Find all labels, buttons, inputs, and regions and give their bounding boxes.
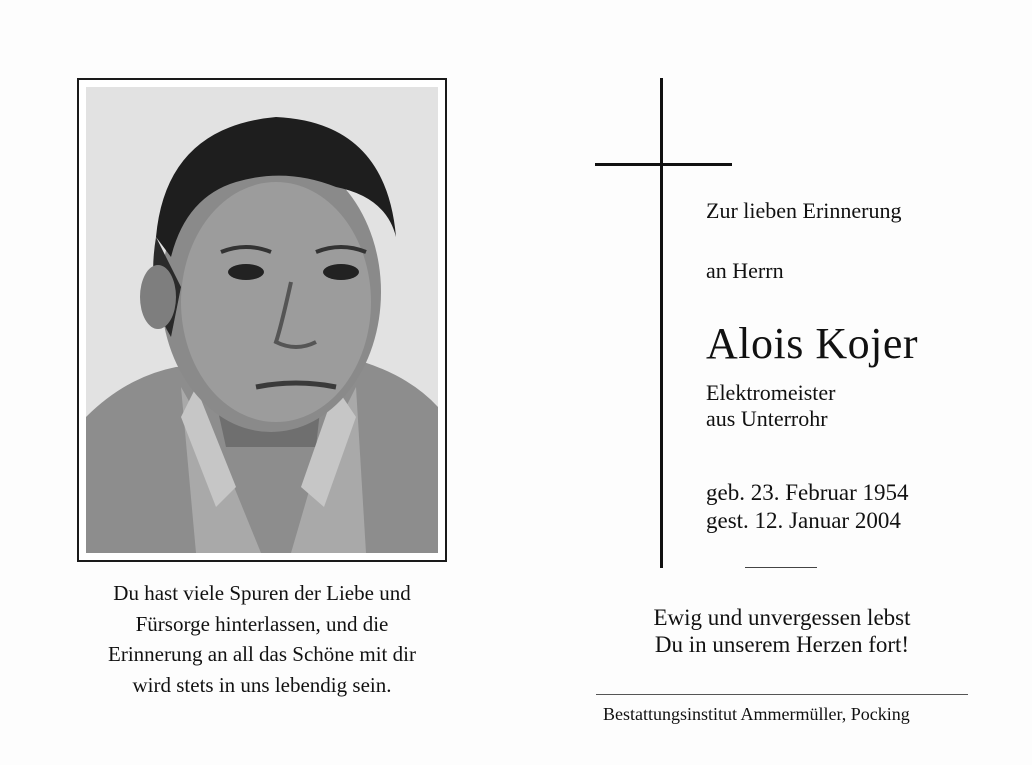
- divider-short: [745, 567, 817, 568]
- motto-line: Du in unserem Herzen fort!: [654, 632, 910, 657]
- cross-vertical-bar: [660, 78, 663, 568]
- photo-frame: [77, 78, 447, 562]
- motto-line: Ewig und unvergessen lebst: [653, 605, 911, 630]
- undertaker-credit: Bestattungsinstitut Ammermüller, Pocking: [603, 704, 910, 724]
- portrait-photo: [86, 87, 438, 553]
- death-date: gest. 12. Januar 2004: [706, 508, 901, 533]
- birth-date: geb. 23. Februar 1954: [706, 480, 909, 505]
- verse-line: Erinnerung an all das Schöne mit dir: [108, 642, 416, 666]
- remembrance-heading: Zur lieben Erinnerung: [706, 198, 902, 223]
- origin: aus Unterrohr: [706, 406, 828, 431]
- cross-horizontal-bar: [595, 163, 732, 166]
- occupation: Elektromeister: [706, 380, 836, 405]
- verse-line: wird stets in uns lebendig sein.: [132, 672, 392, 697]
- verse-line: Du hast viele Spuren der Liebe und: [113, 581, 411, 605]
- verse-line: Fürsorge hinterlassen, und die: [135, 611, 389, 636]
- portrait-illustration: [86, 87, 438, 553]
- verse: [60, 578, 464, 700]
- motto: [596, 604, 968, 658]
- deceased-name: Alois Kojer: [706, 319, 919, 368]
- divider-bottom: [596, 694, 968, 695]
- salutation: an Herrn: [706, 258, 784, 283]
